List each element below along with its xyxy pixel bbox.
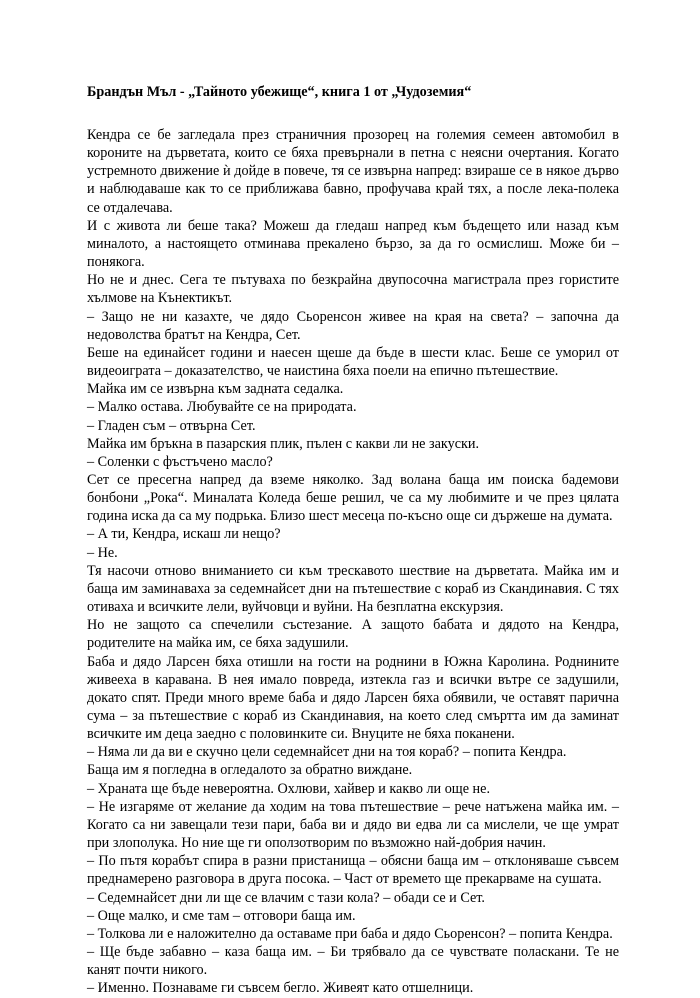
paragraph-22: – Седемнайсет дни ли ще се влачим с тази кола? – обади се и Сет.: [87, 889, 485, 906]
document-body: [87, 126, 619, 998]
paragraph-2: И с живота ли беше така? Можеш да гледаш напред към бъдещето или назад към миналото, а настоящето отминава прекалено бързо, за да го осмислиш. Може би – понякога.: [87, 217, 619, 271]
paragraph-15: Но не защото са спечелили състезание. А защото бабата и дядото на Кендра, родителите на майка им, се бяха задушили.: [87, 617, 619, 652]
paragraph-25: – Ще бъде забавно – каза баща им. – Би трябвало да се чувствате поласкани. Те не канят почти никого.: [87, 944, 619, 979]
paragraph-9: Майка им бръкна в пазарския плик, пълен с какви ли не закуски.: [87, 435, 480, 452]
paragraph-3: Но не и днес. Сега те пътуваха по безкрайна двупосочна магистрала през гористите хълмове на Кънектикът.: [87, 272, 619, 307]
paragraph-14: Тя насочи отново вниманието си към трескавото шествие на дърветата. Майка им и баща им заминаваха за седемнайсет дни на пътешествие с кораб из Скандинавия. С тях отиваха и всичките лели, вуйчовци и вуйни. На безплатна екскурзия.: [87, 562, 619, 616]
paragraph-4: – Защо не ни казахте, че дядо Сьоренсон живее на края на света? – започна да недоволства братът на Кендра, Сет.: [87, 308, 619, 343]
paragraph-7: – Малко остава. Любувайте се на природата.: [87, 399, 357, 416]
paragraph-23: – Още малко, и сме там – отговори баща им.: [87, 907, 356, 924]
paragraph-12: – А ти, Кендра, искаш ли нещо?: [87, 526, 281, 543]
paragraph-17: – Няма ли да ви е скучно цели седемнайсет дни на тоя кораб? – попита Кендра.: [87, 744, 567, 761]
paragraph-18: Баща им я погледна в огледалото за обратно виждане.: [87, 762, 413, 779]
paragraph-16: Баба и дядо Ларсен бяха отишли на гости на роднини в Южна Каролина. Роднините живееха в каравана. В нея имало повреда, изтекла газ и всички вътре се задушили, докато спят. Преди много време баба и дядо Ларсен бяха обявили, че оставят парична сума – за пътешествие с кораб из Скандинавия, на което след смъртта им да заминат всичките им деца заедно с половинките си. Внуците не бяха поканени.: [87, 653, 619, 743]
paragraph-1: Кендра се бе загледала през страничния прозорец на големия семеен автомобил в короните на дърветата, които се бяха превърнали в петна с неясни очертания. Когато устремното движение ѝ дойде в повече, тя се извърна напред: взираше се в някое дърво и наблюдаваше как то се приближава бавно, профучава край тях, а после лека-полека се отдалечава.: [87, 127, 619, 216]
paragraph-24: – Толкова ли е наложително да оставаме при баба и дядо Сьоренсон? – попита Кендра.: [87, 925, 613, 942]
paragraph-26: – Именно. Познаваме ги съвсем бегло. Живеят като отшелници.: [87, 980, 474, 997]
paragraph-10: – Соленки с фъстъчено масло?: [87, 453, 273, 470]
document-title: Брандън Мъл - „Тайното убежище“, книга 1 от „Чудоземия“: [87, 84, 472, 100]
paragraph-19: – Храната ще бъде невероятна. Охлюви, хайвер и какво ли още не.: [87, 780, 490, 797]
paragraph-6: Майка им се извърна към задната седалка.: [87, 381, 344, 398]
paragraph-11: Сет се пресегна напред да вземе няколко. Зад волана баща им поиска бадемови бонбони „Рока“. Миналата Коледа беше решил, че са му любимите и че през цялата година иска да са му подрька. Близо шест месеца по-късно още си държеше на думата.: [87, 471, 619, 525]
paragraph-20: – Не изгаряме от желание да ходим на това пътешествие – рече натъжена майка им. – Когато са ни завещали тези пари, баба ви и дядо ви едва ли са мислели, че ще умрат при злополука. Но ние ще ги оползотворим по възможно най-добрия начин.: [87, 798, 619, 852]
paragraph-8: – Гладен съм – отвърна Сет.: [87, 417, 256, 434]
paragraph-5: Беше на единайсет години и наесен щеше да бъде в шести клас. Беше се уморил от видеоиграта – доказателство, че наистина бяха поели на епично пътешествие.: [87, 344, 619, 380]
paragraph-21: – По пътя корабът спира в разни пристанища – обясни баща им – отклоняваше съвсем преднамерено разговора в друга посока. – Част от времето ще прекарваме на сушата.: [87, 853, 619, 888]
paragraph-13: – Не.: [87, 544, 118, 561]
